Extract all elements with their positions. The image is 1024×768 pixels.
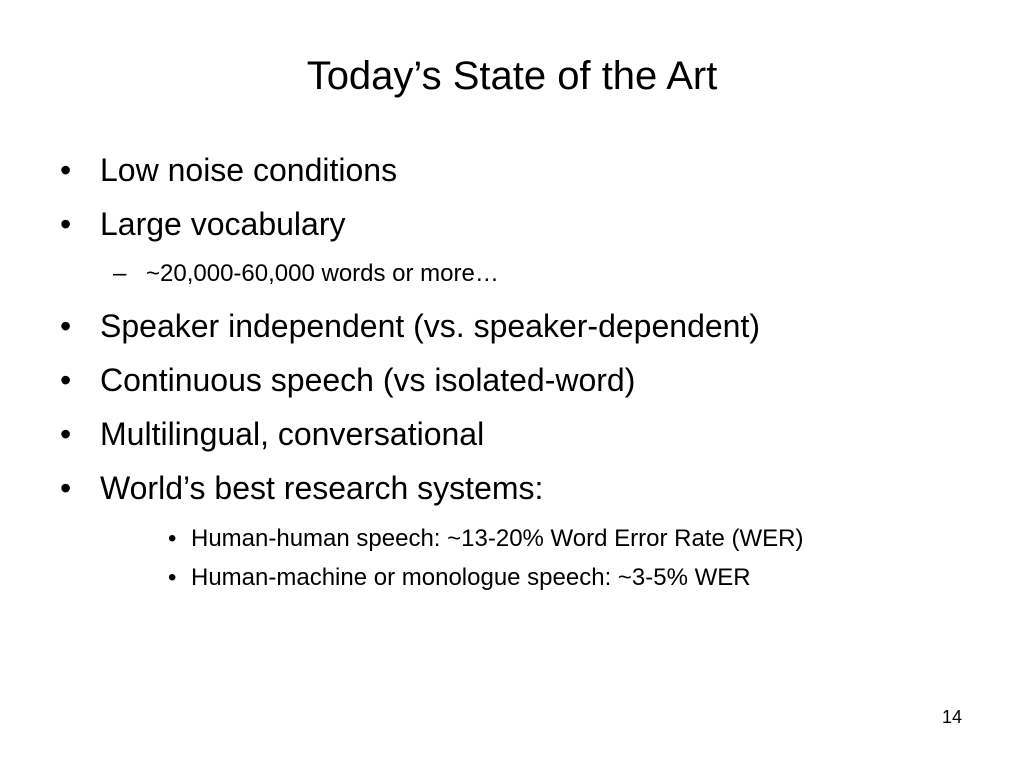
bullet-marker: • [60,416,72,452]
bullet-text: Continuous speech (vs isolated-word) [100,362,636,398]
bullet-item [0,143,1024,197]
slide-title: Today’s State of the Art [306,54,718,98]
bullet-marker: • [60,206,72,242]
bullet-text: Large vocabulary [100,206,346,242]
bullet-text: Speaker independent (vs. speaker-dependent) [100,308,760,344]
bullet-item [0,299,1024,353]
bullet-list [0,143,1024,597]
dash-marker: – [113,260,127,287]
small-bullet-marker: • [168,564,177,591]
sub-sub-bullet-text: Human-machine or monologue speech: ~3-5% WER [191,564,751,591]
small-bullet-marker: • [168,525,177,552]
bullet-marker: • [60,362,72,398]
bullet-item [0,353,1024,407]
bullet-marker: • [60,308,72,344]
bullet-text: World’s best research systems: [100,470,544,506]
page-number: 14 [941,707,962,727]
bullet-marker: • [60,470,72,506]
sub-bullet-item [0,251,1024,299]
bullet-item [0,197,1024,251]
sub-sub-bullet-text: Human-human speech: ~13-20% Word Error Rate (WER) [191,525,804,552]
bullet-text: Low noise conditions [100,152,398,188]
bullet-item [0,461,1024,515]
sub-bullet-text: ~20,000-60,000 words or more… [146,260,499,287]
bullet-text: Multilingual, conversational [100,416,485,452]
bullet-item [0,407,1024,461]
bullet-marker: • [60,152,72,188]
sub-sub-bullet-item [0,558,1024,597]
sub-sub-bullet-item [0,519,1024,558]
